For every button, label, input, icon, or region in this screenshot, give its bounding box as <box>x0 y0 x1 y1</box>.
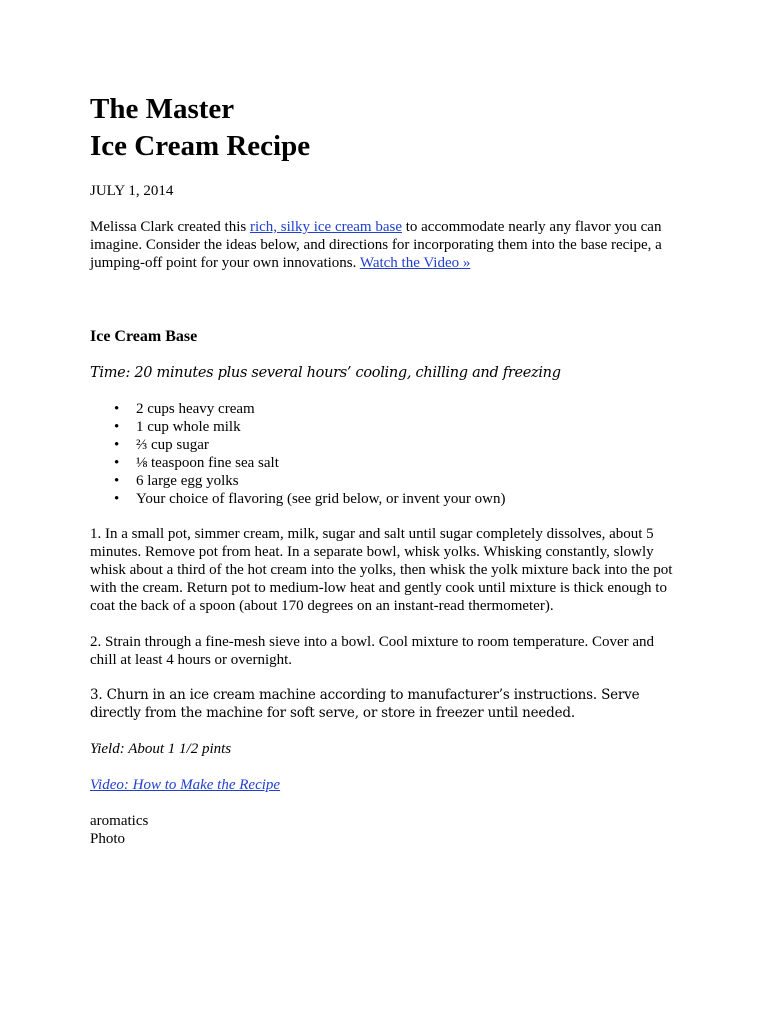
photo-caption <box>90 812 148 848</box>
ingredient-item: • Your choice of flavoring (see grid below, or invent your own) <box>136 490 506 508</box>
intro-text-end: to accommodate nearly any flavor you can imagine. Consider the ideas below, and directions for incorporating them into the base recipe, a jumping-off point for your own innovations. <box>90 219 662 271</box>
intro-text-start: Melissa Clark created this <box>90 219 250 235</box>
title-line-2: Ice Cream Recipe <box>90 130 311 162</box>
ingredient-item: • 1 cup whole milk <box>136 418 506 436</box>
ingredient-item: • 2 cups heavy cream <box>136 400 506 418</box>
section-title: Ice Cream Base <box>90 328 198 345</box>
title-line-1: The Master <box>90 93 235 125</box>
page-title <box>90 91 310 165</box>
ingredient-item: • ⅔ cup sugar <box>136 436 506 454</box>
ingredient-item: • ⅛ teaspoon fine sea salt <box>136 454 506 472</box>
recipe-yield: Yield: About 1 1/2 pints <box>90 741 232 757</box>
intro-paragraph <box>90 218 680 272</box>
caption-photo: Photo <box>90 831 126 847</box>
recipe-step-1: 1. In a small pot, simmer cream, milk, sugar and salt until sugar completely dissolves, about 5 minutes. Remove pot from heat. In a separate bowl, whisk yolks. Whisking constantly, slowly whisk about a third of the hot cream into the yolks, then whisk the yolk mixture back into the pot with the cream. Return pot to medium-low heat and gently cook until mixture is thick enough to coat the back of a spoon (about 170 degrees on an instant-read thermometer). <box>90 526 673 614</box>
recipe-time: Time: 20 minutes plus several hours’ cooling, chilling and freezing <box>90 365 561 381</box>
ingredient-item: • 6 large egg yolks <box>136 472 506 490</box>
ice-cream-base-link[interactable]: rich, silky ice cream base <box>249 219 402 235</box>
video-paragraph <box>90 776 280 794</box>
recipe-video-link[interactable]: Video: How to Make the Recipe <box>90 777 281 793</box>
caption-aromatics: aromatics <box>90 813 149 829</box>
recipe-step-2: 2. Strain through a fine-mesh sieve into a bowl. Cool mixture to room temperature. Cover and chill at least 4 hours or overnight. <box>90 634 655 668</box>
recipe-step-3: 3. Churn in an ice cream machine according to manufacturer’s instructions. Serve directly from the machine for soft serve, or store in freezer until needed. <box>90 687 640 721</box>
watch-video-link[interactable]: Watch the Video » <box>359 255 471 271</box>
ingredient-list <box>90 400 506 508</box>
publish-date: JULY 1, 2014 <box>90 183 174 199</box>
